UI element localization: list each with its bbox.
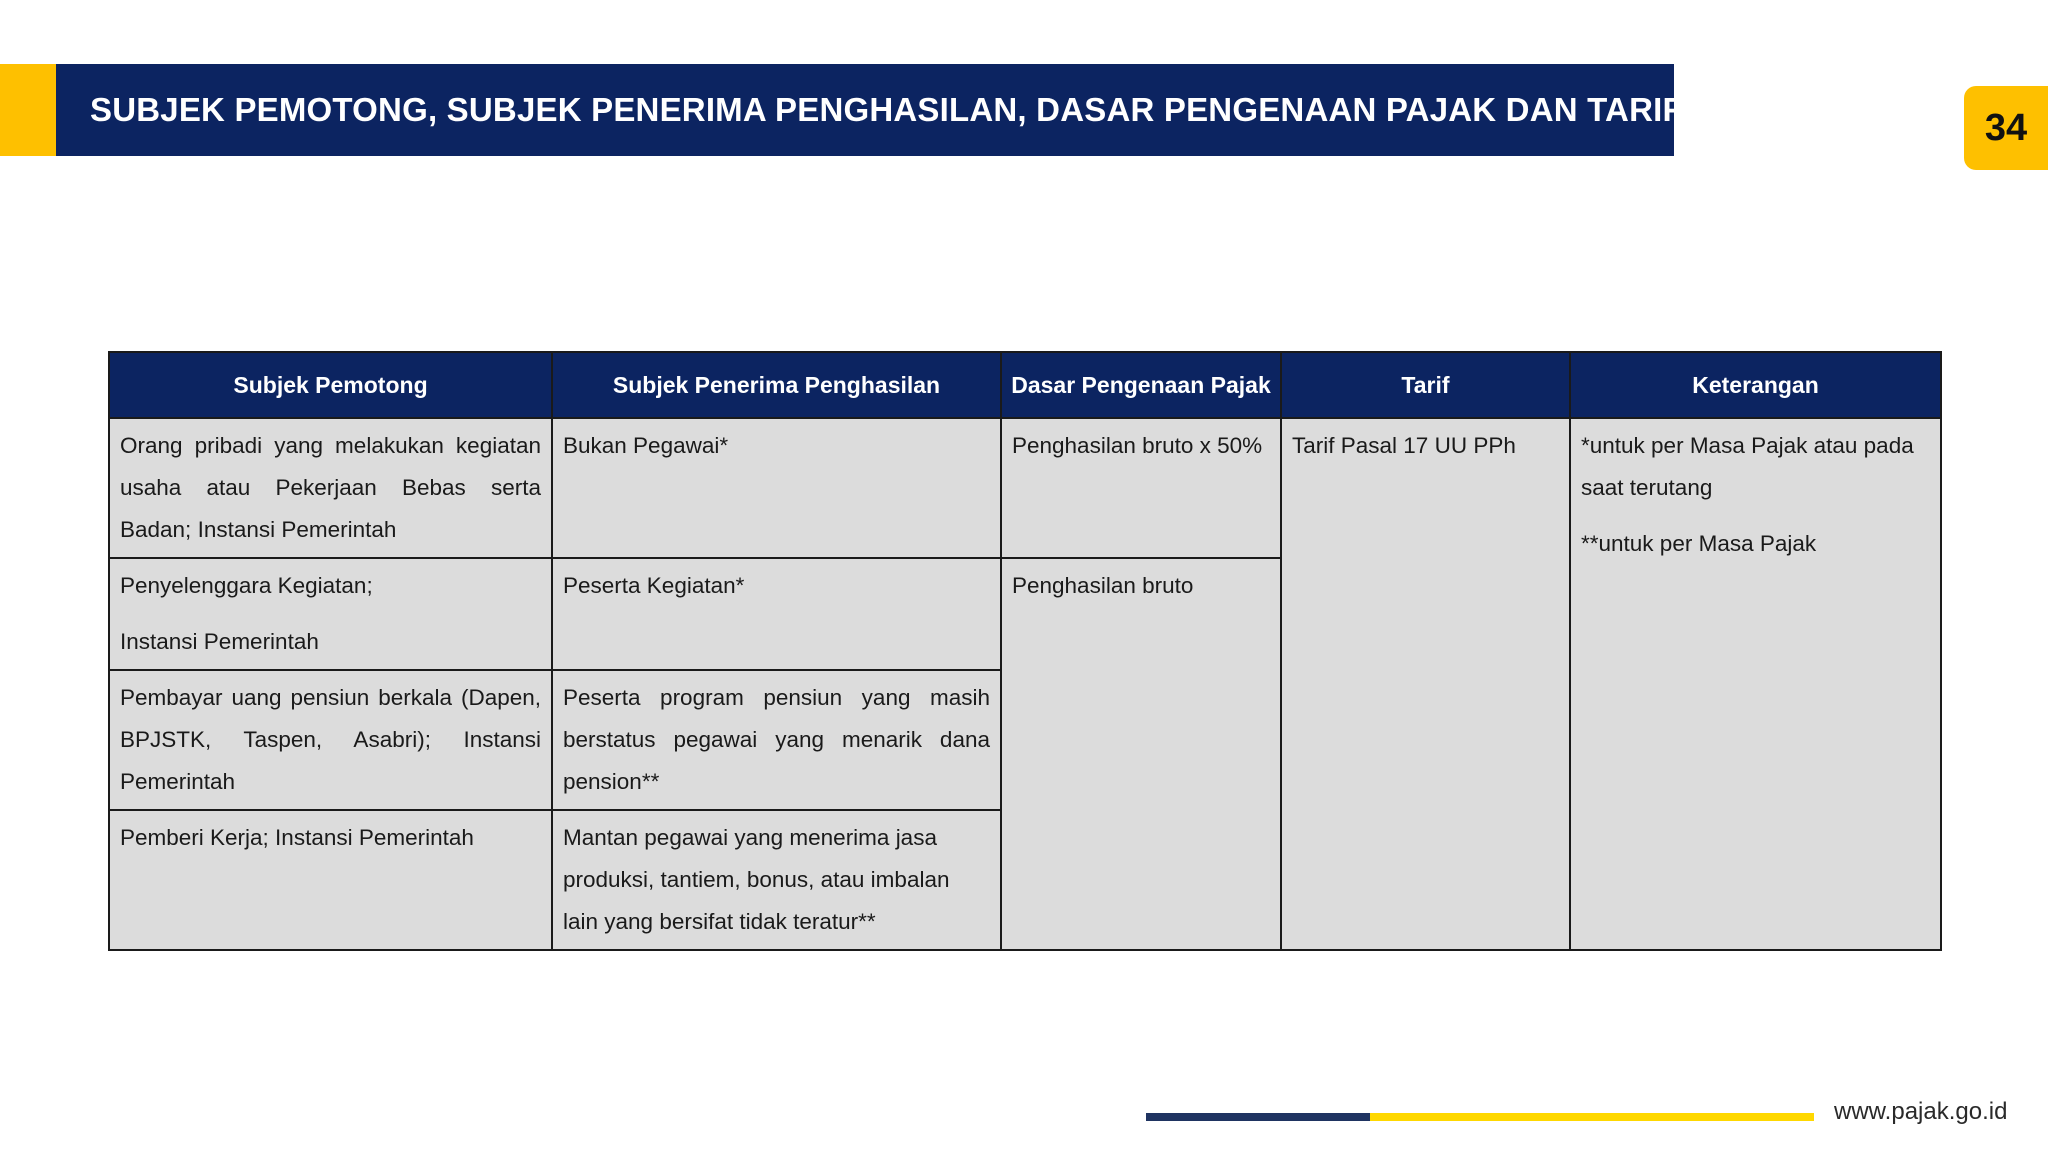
col-header-subjek-pemotong: Subjek Pemotong (109, 352, 552, 418)
footer-line-navy (1146, 1113, 1370, 1121)
cell-subjek-penerima: Mantan pegawai yang menerima jasa produksi, tantiem, bonus, atau imbalan lain yang bersifat tidak teratur** (552, 810, 1001, 950)
table-row (109, 418, 1941, 558)
keterangan-note-1: *untuk per Masa Pajak atau pada saat terutang (1581, 433, 1914, 500)
cell-keterangan (1570, 418, 1941, 950)
cell-subjek-pemotong: Orang pribadi yang melakukan kegiatan usaha atau Pekerjaan Bebas serta Badan; Instansi Pemerintah (109, 418, 552, 558)
page-number-badge: 34 (1964, 86, 2048, 170)
footer-url: www.pajak.go.id (1834, 1098, 2008, 1125)
col-header-dasar-pengenaan: Dasar Pengenaan Pajak (1001, 352, 1281, 418)
cell-subjek-pemotong: Pembayar uang pensiun berkala (Dapen, BPJSTK, Taspen, Asabri); Instansi Pemerintah (109, 670, 552, 810)
cell-subjek-pemotong (109, 558, 552, 670)
cell-dasar-pengenaan-1: Penghasilan bruto x 50% (1001, 418, 1281, 558)
cell-dasar-pengenaan-2: Penghasilan bruto (1001, 558, 1281, 950)
col-header-subjek-penerima: Subjek Penerima Penghasilan (552, 352, 1001, 418)
tarif-text: Tarif Pasal 17 UU PPh (1292, 433, 1516, 458)
cell-tarif (1281, 418, 1570, 950)
cell-subjek-penerima: Peserta Kegiatan* (552, 558, 1001, 670)
title-bar (56, 64, 1683, 156)
cell-subjek-penerima: Peserta program pensiun yang masih berstatus pegawai yang menarik dana pension** (552, 670, 1001, 810)
col-header-keterangan: Keterangan (1570, 352, 1941, 418)
tax-table (108, 351, 1942, 951)
table-header-row (109, 352, 1941, 418)
subjek-pemotong-line-1: Penyelenggara Kegiatan; (120, 573, 373, 598)
page-title: SUBJEK PEMOTONG, SUBJEK PENERIMA PENGHASILAN, DASAR PENGENAAN PAJAK DAN TARIF (90, 91, 1683, 128)
subjek-pemotong-line-2: Instansi Pemerintah (120, 629, 319, 654)
cell-subjek-pemotong: Pemberi Kerja; Instansi Pemerintah (109, 810, 552, 950)
cell-subjek-penerima: Bukan Pegawai* (552, 418, 1001, 558)
title-accent-bar (0, 64, 56, 156)
keterangan-note-2: **untuk per Masa Pajak (1581, 531, 1817, 556)
col-header-tarif: Tarif (1281, 352, 1570, 418)
footer-line-yellow (1370, 1113, 1814, 1121)
